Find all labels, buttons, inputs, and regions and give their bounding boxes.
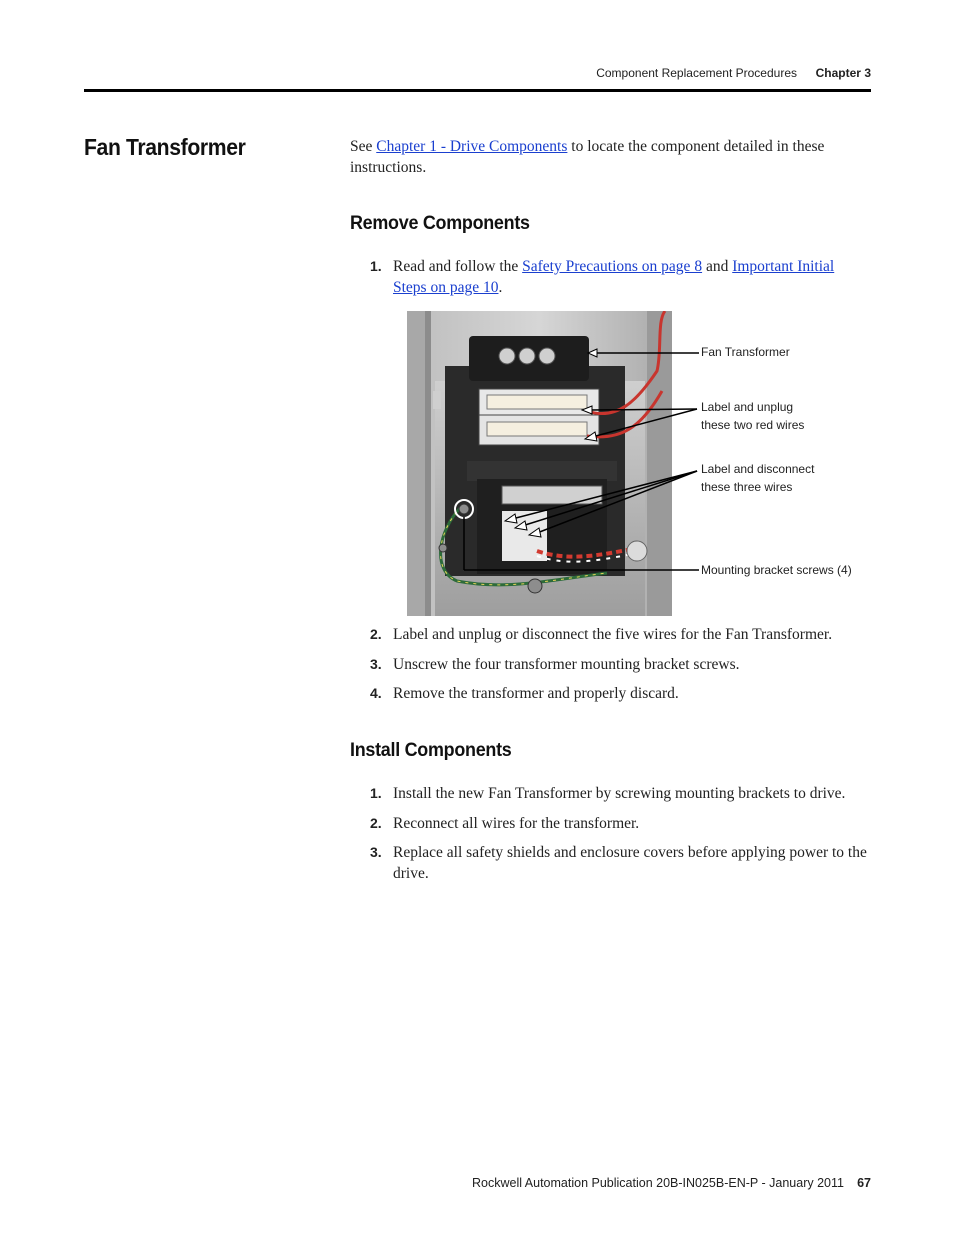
step-text: Unscrew the four transformer mounting bracket screws. bbox=[393, 656, 740, 673]
intro-text-before: See bbox=[350, 138, 377, 155]
install-step-1 bbox=[370, 783, 870, 804]
page-title: Fan Transformer bbox=[84, 134, 246, 160]
step-number: 2. bbox=[370, 815, 382, 831]
install-step-2 bbox=[370, 813, 870, 834]
callout-three-wires bbox=[701, 461, 814, 496]
step-number: 4. bbox=[370, 685, 382, 701]
intro-text-after: to locate the component detailed in these instructions. bbox=[350, 138, 825, 176]
step-number: 3. bbox=[370, 844, 382, 860]
step-text: Reconnect all wires for the transformer. bbox=[393, 815, 640, 832]
step-text: and bbox=[702, 258, 733, 275]
step-number: 3. bbox=[370, 656, 382, 672]
step-text: Label and unplug or disconnect the five wires for the Fan Transformer. bbox=[393, 626, 833, 643]
running-header-section: Component Replacement Procedures bbox=[596, 66, 797, 80]
intro-paragraph bbox=[350, 136, 870, 178]
step-text: Read and follow the bbox=[393, 258, 523, 275]
important-initial-steps-link[interactable]: Important Initial Steps on page 10 bbox=[393, 258, 835, 296]
callout-three-wires-line-1: Label and disconnect bbox=[701, 462, 815, 476]
step-number: 1. bbox=[370, 258, 382, 274]
remove-step-4 bbox=[370, 683, 870, 704]
remove-step-1 bbox=[370, 256, 870, 298]
callout-three-wires-line-2: these three wires bbox=[701, 479, 793, 494]
running-header-chapter: Chapter 3 bbox=[815, 66, 871, 80]
step-number: 2. bbox=[370, 626, 382, 642]
install-step-3 bbox=[370, 842, 870, 884]
footer-page-number: 67 bbox=[857, 1176, 871, 1190]
callout-red-wires-line-2: these two red wires bbox=[701, 417, 805, 432]
callout-fan-transformer: Fan Transformer bbox=[701, 345, 790, 359]
chapter-1-link[interactable]: Chapter 1 - Drive Components bbox=[376, 138, 568, 155]
remove-step-3 bbox=[370, 654, 870, 675]
remove-step-2 bbox=[370, 624, 870, 645]
header-rule bbox=[84, 89, 871, 92]
install-components-heading: Install Components bbox=[350, 739, 512, 761]
step-number: 1. bbox=[370, 785, 382, 801]
remove-components-heading: Remove Components bbox=[350, 212, 530, 234]
step-text: Replace all safety shields and enclosure covers before applying power to the drive. bbox=[393, 844, 867, 882]
callout-red-wires bbox=[701, 399, 804, 434]
step-text: Remove the transformer and properly discard. bbox=[393, 685, 679, 702]
callout-arrows bbox=[407, 311, 707, 616]
callout-red-wires-line-1: Label and unplug bbox=[701, 400, 794, 414]
safety-precautions-link[interactable]: Safety Precautions on page 8 bbox=[522, 258, 703, 275]
step-text: . bbox=[498, 279, 503, 296]
step-text: Install the new Fan Transformer by screwing mounting brackets to drive. bbox=[393, 785, 846, 802]
callout-mounting-screws: Mounting bracket screws (4) bbox=[701, 563, 852, 577]
footer-publication: Rockwell Automation Publication 20B-IN025B-EN-P - January 2011 bbox=[472, 1176, 844, 1190]
